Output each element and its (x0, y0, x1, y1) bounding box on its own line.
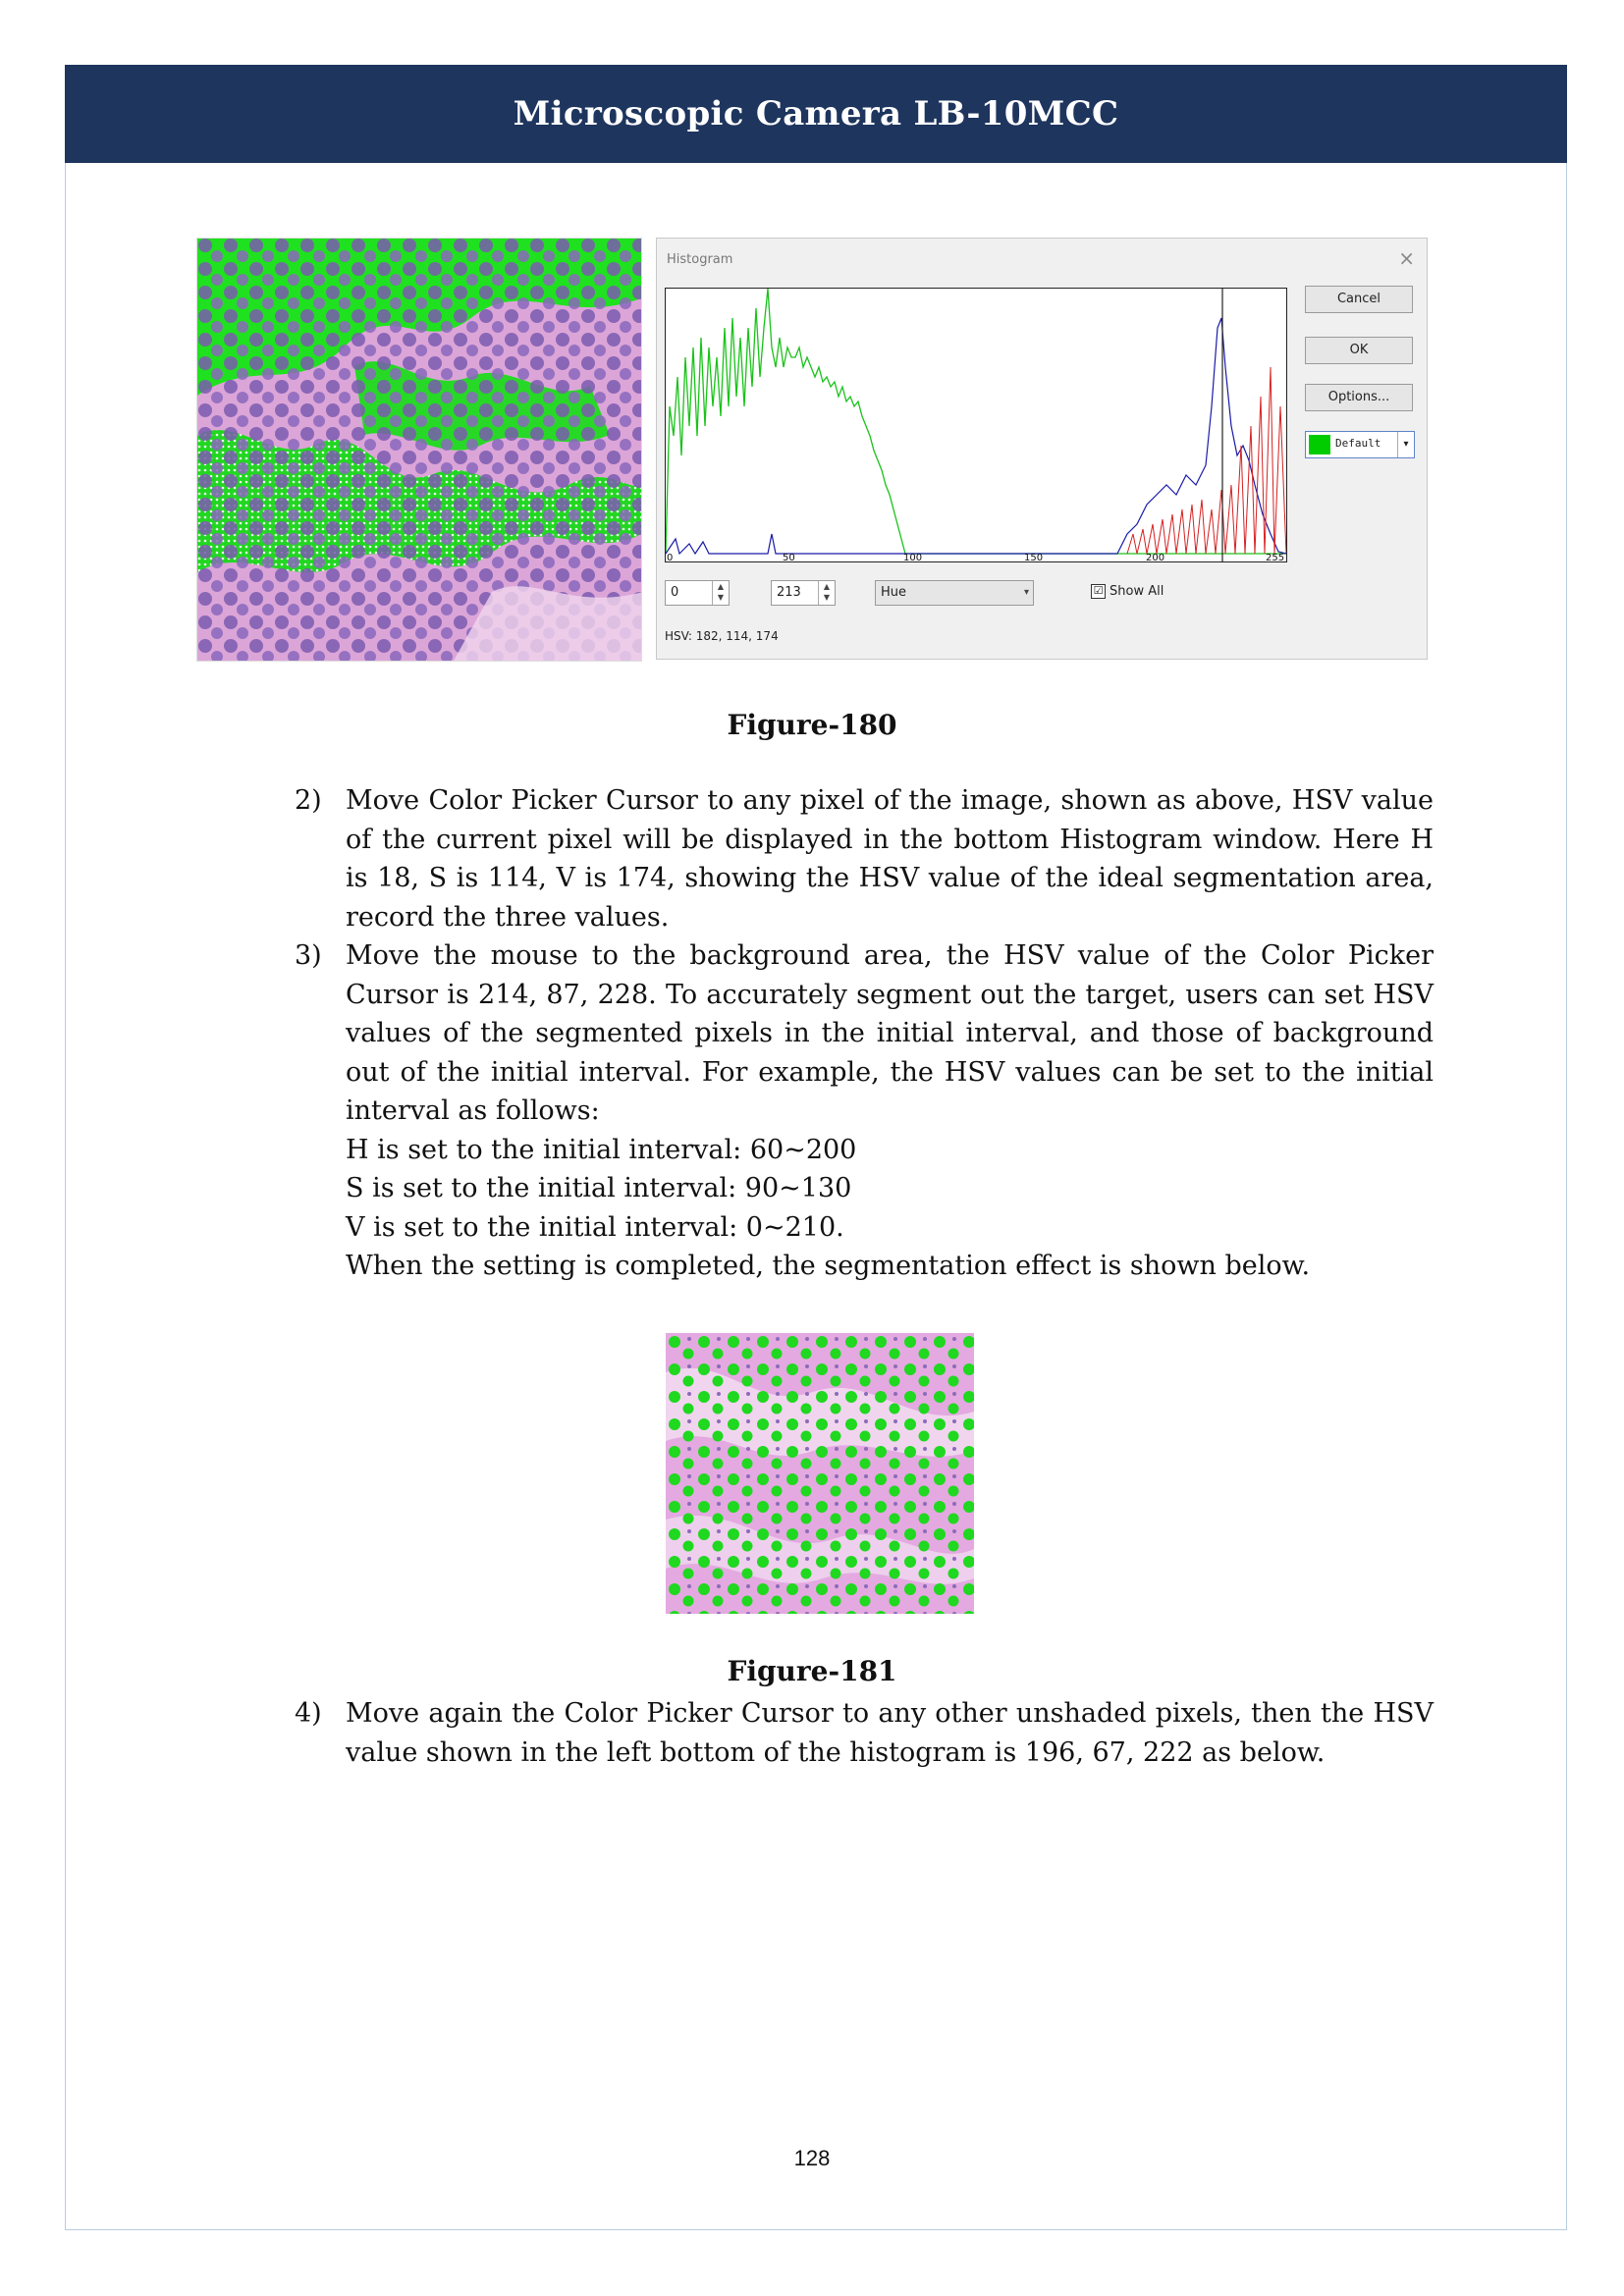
item-text: Move Color Picker Cursor to any pixel of the image, shown as above, HSV value of the current pixel will be displayed in the bottom Histogram window. Here H is 18, S is 114, V is 174, showing the HSV value of the ideal segmentation area, record the three values. (346, 785, 1434, 933)
micrograph-image-1 (197, 239, 642, 662)
chevron-down-icon[interactable]: ▾ (1023, 587, 1029, 598)
checkbox-icon[interactable]: ☑ (1091, 584, 1106, 599)
color-swatch (1309, 435, 1330, 454)
v-interval-line: V is set to the initial interval: 0~210. (346, 1211, 844, 1243)
channel-select[interactable] (875, 580, 1034, 606)
figure-180-caption: Figure-180 (727, 709, 897, 741)
histogram-dialog (656, 238, 1428, 660)
spin-arrows-icon[interactable]: ▲ ▼ (712, 581, 729, 605)
options-button[interactable]: Options... (1305, 384, 1413, 411)
cancel-button[interactable]: Cancel (1305, 286, 1413, 313)
list-item (295, 936, 1434, 1286)
histogram-plot (665, 288, 1287, 562)
upper-bound-spinbox[interactable] (771, 580, 836, 606)
h-interval-line: H is set to the initial interval: 60~200 (346, 1134, 857, 1165)
channel-select-value: Hue (881, 585, 907, 600)
x-tick: 50 (783, 553, 795, 563)
x-tick: 200 (1146, 553, 1165, 563)
x-tick: 255 (1266, 553, 1285, 563)
chevron-down-icon[interactable]: ▾ (1397, 432, 1414, 457)
item-number: 2) (295, 785, 322, 816)
page-number: 128 (793, 2146, 831, 2170)
s-interval-line: S is set to the initial interval: 90~130 (346, 1173, 852, 1203)
dialog-title: Histogram (667, 252, 733, 267)
item-text: Move again the Color Picker Cursor to any other unshaded pixels, then the HSV value shown in the left bottom of the histogram is 196, 67, 222 as below. (346, 1698, 1434, 1768)
lower-bound-spinbox[interactable] (665, 580, 730, 606)
list-item (295, 1694, 1434, 1772)
histogram-x-axis (665, 553, 1287, 566)
histogram-curves (666, 289, 1286, 561)
micrograph-image-2 (666, 1333, 974, 1614)
completion-line: When the setting is completed, the segmentation effect is shown below. (346, 1251, 1311, 1281)
hsv-readout: HSV: 182, 114, 174 (665, 629, 779, 643)
x-tick: 100 (903, 553, 923, 563)
figure-181-caption: Figure-181 (727, 1655, 897, 1687)
figure-180 (196, 238, 1428, 662)
item-text: Move the mouse to the background area, the HSV value of the Color Picker Cursor is 214, 87, 228. To accurately segment out the target, users can set HSV values of the segmented pixels in the initial interval, and those of background out of the initial interval. For example, the HSV values can be set to the initial interval as follows: (346, 940, 1434, 1126)
item-number: 3) (295, 940, 322, 971)
show-all-checkbox[interactable] (1091, 584, 1164, 599)
show-all-label: Show All (1110, 584, 1164, 599)
color-select[interactable] (1305, 431, 1415, 458)
body-list-continued (295, 1694, 1434, 1772)
figure-181-micrograph (666, 1333, 974, 1614)
segmented-micrograph (196, 238, 642, 662)
upper-bound-value: 213 (777, 585, 801, 600)
spin-arrows-icon[interactable]: ▲ ▼ (818, 581, 835, 605)
item-number: 4) (295, 1698, 322, 1729)
lower-bound-value: 0 (671, 585, 679, 600)
ok-button[interactable]: OK (1305, 337, 1413, 364)
page-header (65, 65, 1567, 163)
x-tick: 150 (1024, 553, 1044, 563)
list-item (295, 781, 1434, 936)
header-title: Microscopic Camera LB-10MCC (513, 94, 1119, 133)
close-icon[interactable]: × (1398, 246, 1415, 270)
color-select-value: Default (1335, 437, 1381, 450)
body-list (295, 781, 1434, 1286)
x-tick: 0 (667, 553, 674, 563)
